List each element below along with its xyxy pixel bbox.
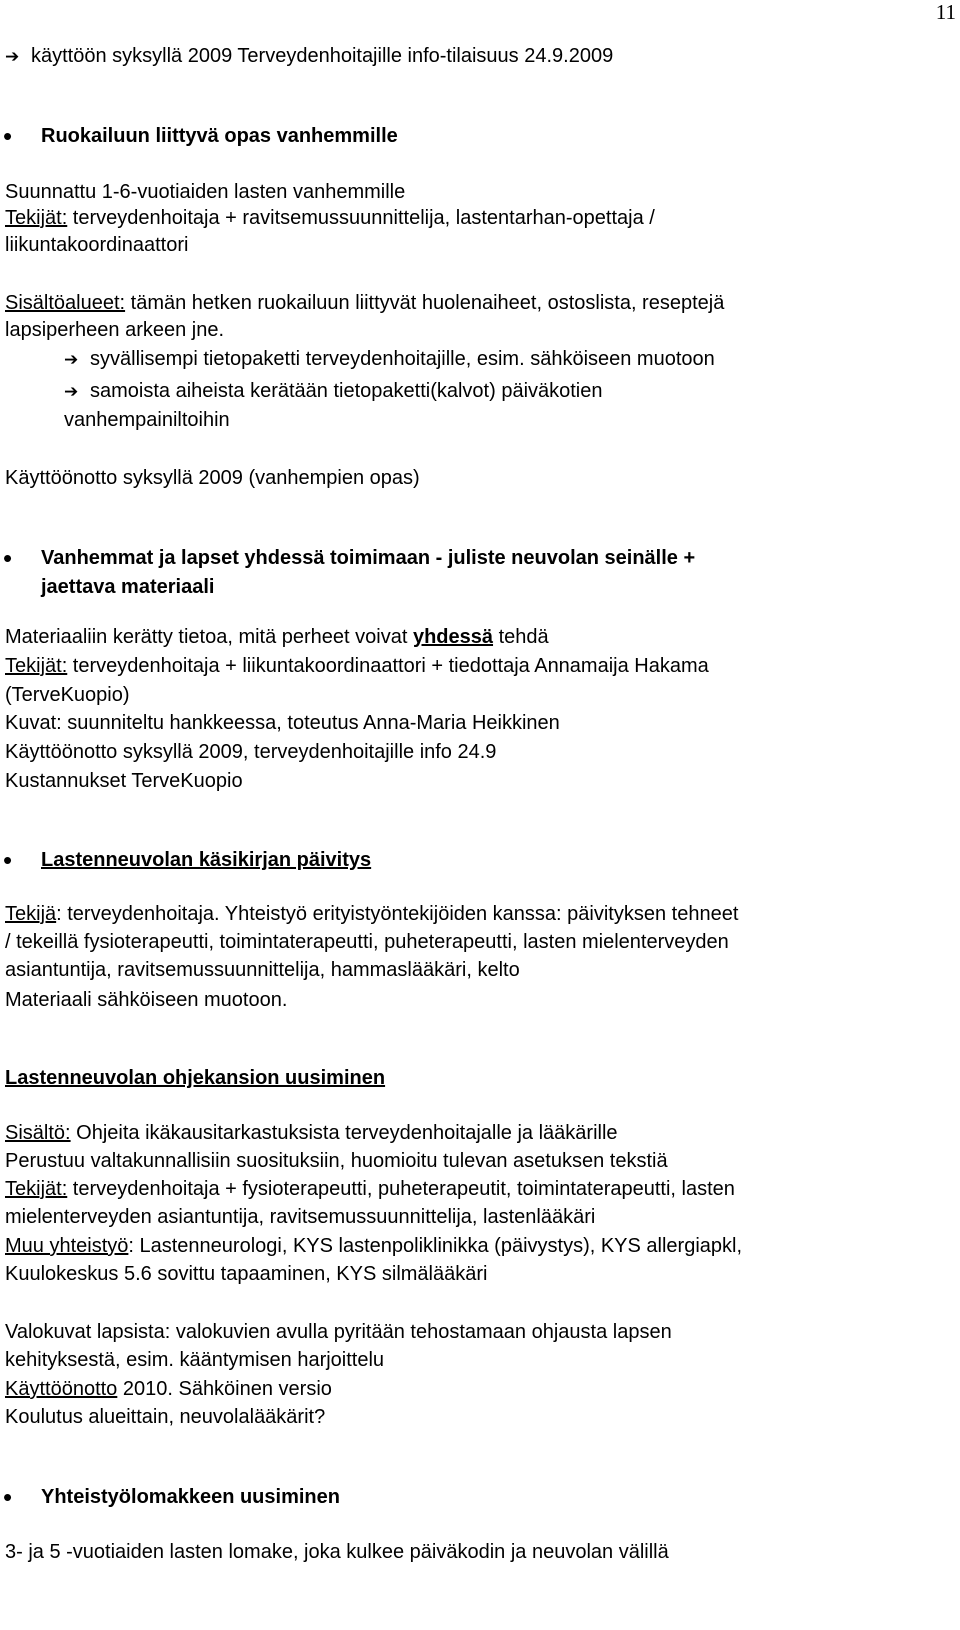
content-line: Sisältö: Ohjeita ikäkausitarkastuksista terveydenhoitajalle ja lääkärille bbox=[5, 1122, 618, 1144]
section-heading-vanhemmat-cont: jaettava materiaali bbox=[41, 576, 215, 598]
cooperation-line: Muu yhteistyö: Lastenneurologi, KYS lastenpoliklinikka (päivystys), KYS allergiapkl, bbox=[5, 1235, 743, 1257]
section-heading-vanhemmat: Vanhemmat ja lapset yhdessä toimimaan - juliste neuvolan seinälle + bbox=[41, 547, 696, 569]
right-arrow-icon: ➔ bbox=[64, 382, 79, 402]
authors-line: Tekijät: terveydenhoitaja + ravitsemussuunnittelija, lastentarhan-opettaja / bbox=[5, 207, 655, 229]
arrow-item: ➔ samoista aiheista kerätään tietopaketti(kalvot) päiväkotien bbox=[64, 380, 603, 402]
arrow-item: ➔ syvällisempi tietopaketti terveydenhoitajille, esim. sähköiseen muotoon bbox=[64, 348, 715, 370]
bullet-icon: • bbox=[3, 1482, 13, 1512]
launch-line: Käyttöönotto syksyllä 2009, terveydenhoitajille info 24.9 bbox=[5, 741, 497, 763]
page-number: 11 bbox=[935, 0, 956, 24]
material-line: Materiaali sähköiseen muotoon. bbox=[5, 989, 288, 1011]
right-arrow-icon: ➔ bbox=[64, 350, 79, 370]
pictures-line: Kuvat: suunniteltu hankkeessa, toteutus Anna-Maria Heikkinen bbox=[5, 712, 560, 734]
target-group: Suunnattu 1-6-vuotiaiden lasten vanhemmille bbox=[5, 181, 406, 203]
bullet-icon: • bbox=[3, 543, 13, 573]
author-line: Tekijä: terveydenhoitaja. Yhteistyö erityistyöntekijöiden kanssa: päivityksen tehneet bbox=[5, 903, 739, 925]
launch-line: Käyttöönotto syksyllä 2009 (vanhempien opas) bbox=[5, 467, 420, 489]
material-line: Materiaaliin kerätty tietoa, mitä perheet voivat yhdessä tehdä bbox=[5, 626, 549, 648]
photos-line: Valokuvat lapsista: valokuvien avulla pyritään tehostamaan ohjausta lapsen bbox=[5, 1321, 672, 1343]
arrow-item-cont: vanhempainiltoihin bbox=[64, 409, 230, 431]
training-line: Koulutus alueittain, neuvolalääkärit? bbox=[5, 1406, 326, 1428]
author-line-cont: asiantuntija, ravitsemussuunnittelija, hammaslääkäri, kelto bbox=[5, 959, 520, 981]
costs-line: Kustannukset TerveKuopio bbox=[5, 770, 243, 792]
authors-line: Tekijät: terveydenhoitaja + liikuntakoordinaattori + tiedottaja Annamaija Hakama bbox=[5, 655, 709, 677]
section-heading-yhteistyolomake: Yhteistyölomakkeen uusiminen bbox=[41, 1486, 340, 1508]
intro-line: ➔ käyttöön syksyllä 2009 Terveydenhoitajille info-tilaisuus 24.9.2009 bbox=[5, 45, 614, 67]
content-line: Sisältöalueet: tämän hetken ruokailuun liittyvät huolenaiheet, ostoslista, reseptejä bbox=[5, 292, 725, 314]
cooperation-line-cont: Kuulokeskus 5.6 sovittu tapaaminen, KYS silmälääkäri bbox=[5, 1263, 488, 1285]
basis-line: Perustuu valtakunnallisiin suosituksiin, huomioitu tulevan asetuksen tekstiä bbox=[5, 1150, 668, 1172]
author-line-cont: / tekeillä fysioterapeutti, toimintaterapeutti, puheterapeutti, lasten mielenterveyden bbox=[5, 931, 729, 953]
authors-line: Tekijät: terveydenhoitaja + fysioterapeutti, puheterapeutit, toimintaterapeutti, lasten bbox=[5, 1178, 735, 1200]
section-heading-kasikirja: Lastenneuvolan käsikirjan päivitys bbox=[41, 849, 372, 871]
authors-line-cont: liikuntakoordinaattori bbox=[5, 234, 189, 256]
content-line-cont: lapsiperheen arkeen jne. bbox=[5, 319, 225, 341]
form-line: 3- ja 5 -vuotiaiden lasten lomake, joka kulkee päiväkodin ja neuvolan välillä bbox=[5, 1541, 669, 1563]
authors-line-cont: (TerveKuopio) bbox=[5, 684, 130, 706]
bullet-icon: • bbox=[3, 121, 13, 151]
photos-line-cont: kehityksestä, esim. kääntymisen harjoittelu bbox=[5, 1349, 385, 1371]
right-arrow-icon: ➔ bbox=[5, 47, 20, 67]
authors-line-cont: mielenterveyden asiantuntija, ravitsemussuunnittelija, lastenlääkäri bbox=[5, 1206, 596, 1228]
section-heading-ruokailu: Ruokailuun liittyvä opas vanhemmille bbox=[41, 125, 398, 147]
section-heading-ohjekansio: Lastenneuvolan ohjekansion uusiminen bbox=[5, 1067, 386, 1089]
bullet-icon: • bbox=[3, 845, 13, 875]
launch-line: Käyttöönotto 2010. Sähköinen versio bbox=[5, 1378, 332, 1400]
